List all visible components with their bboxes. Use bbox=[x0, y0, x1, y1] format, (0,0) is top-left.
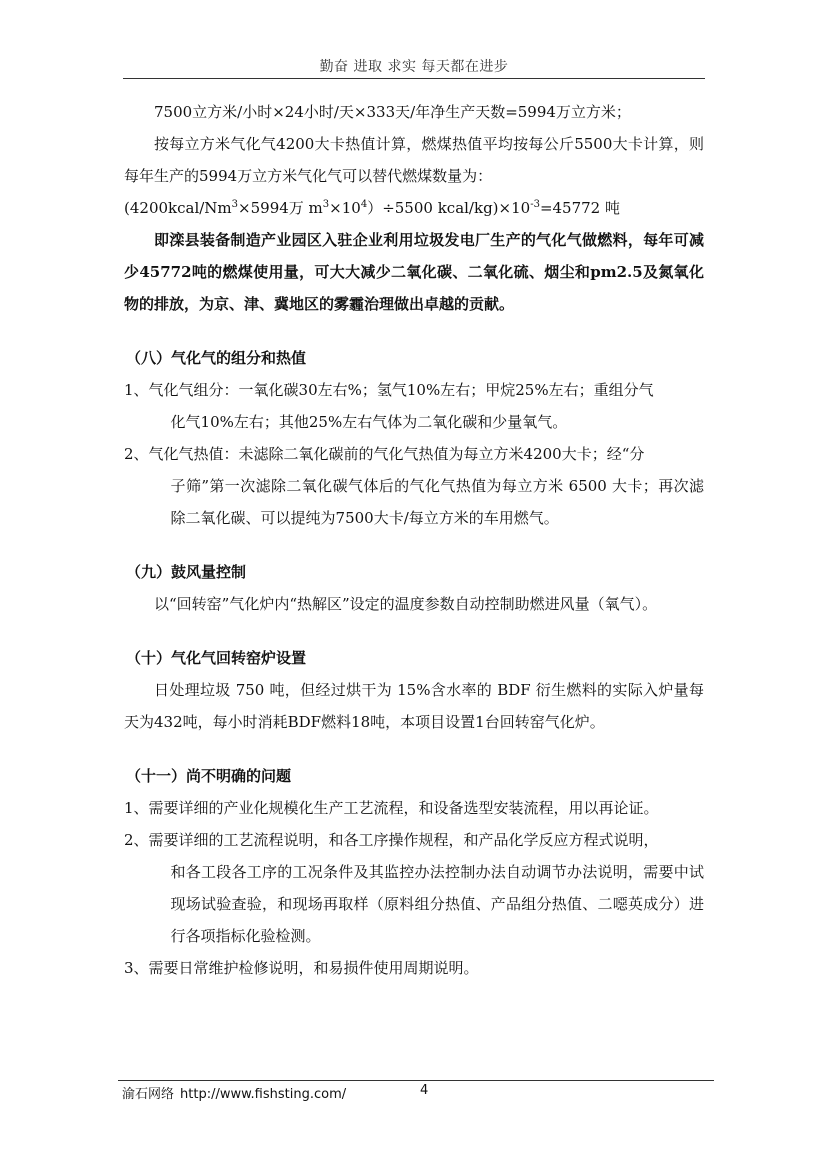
section-9-paragraph: 以“回转窑”气化炉内“热解区”设定的温度参数自动控制助燃进风量（氧气）。 bbox=[154, 595, 658, 613]
page-header-motto: 勤奋 进取 求实 每天都在进步 bbox=[319, 59, 509, 75]
list-continuation: 化气10%左右；其他25%左右气体为二氧化碳和少量氧气。 bbox=[170, 413, 568, 431]
list-number: 1、 bbox=[124, 799, 149, 817]
section-9-title: （九）鼓风量控制 bbox=[126, 563, 247, 581]
document-body bbox=[124, 96, 704, 984]
formula-line bbox=[124, 192, 704, 224]
list-text bbox=[149, 792, 704, 824]
formula-sup: 3 bbox=[322, 199, 330, 210]
section-10-title: （十）气化气回转窑炉设置 bbox=[126, 649, 307, 667]
footer bbox=[122, 1083, 346, 1102]
formula-sup: -3 bbox=[530, 199, 540, 210]
list-number: 2、 bbox=[124, 831, 149, 849]
header-divider bbox=[123, 78, 705, 79]
formula-part: ×5994万 m bbox=[238, 199, 323, 217]
formula-part: ×10 bbox=[329, 199, 361, 217]
list-first-line: 需要日常维护检修说明，和易损件使用周期说明。 bbox=[148, 959, 479, 977]
formula-part: ）÷5500 kcal/kg)×10 bbox=[367, 199, 531, 217]
formula-part: (4200kcal/Nm bbox=[124, 199, 232, 217]
section-10-paragraph: 日处理垃圾 750 吨，但经过烘干为 15%含水率的 BDF 衍生燃料的实际入炉量每天为432吨，每小时消耗BDF燃料18吨，本项目设置1台回转窑气化炉。 bbox=[124, 681, 704, 731]
list-number: 2、 bbox=[124, 445, 149, 463]
formula-part: =45772 吨 bbox=[539, 199, 620, 217]
list-first-line: 需要详细的产业化规模化生产工艺流程，和设备选型安装流程，用以再论证。 bbox=[148, 799, 659, 817]
list-first-line: 气化气热值：未滤除二氧化碳前的气化气热值为每立方米4200大卡；经“分 bbox=[148, 445, 645, 463]
list-number: 3、 bbox=[124, 959, 149, 977]
list-continuation: 和各工段各工序的工况条件及其监控办法控制办法自动调节办法说明，需要中试现场试验查验，和现场再取样（原料组分热值、产品组分热值、二噁英成分）进行各项指标化验检测。 bbox=[170, 863, 704, 945]
bold-conclusion: 即滦县装备制造产业园区入驻企业利用垃圾发电厂生产的气化气做燃料，每年可减少45772吨的燃煤使用量，可大大减少二氧化碳、二氧化硫、烟尘和pm2.5及氮氧化物的排放，为京、津、冀地区的雾霾治理做出卓越的贡献。 bbox=[124, 231, 704, 313]
list-text bbox=[149, 374, 704, 438]
list-item bbox=[124, 792, 704, 824]
list-first-line: 气化气组分：一氧化碳30左右%；氢气10%左右；甲烷25%左右；重组分气 bbox=[148, 381, 654, 399]
list-number: 1、 bbox=[124, 381, 149, 399]
formula-sup: 3 bbox=[231, 199, 239, 210]
list-item bbox=[124, 952, 704, 984]
footer-url-link[interactable]: http://www.fishsting.com/ bbox=[180, 1087, 347, 1102]
list-text bbox=[149, 438, 704, 534]
list-item bbox=[124, 374, 704, 438]
list-item bbox=[124, 438, 704, 534]
formula-sup: 4 bbox=[360, 199, 368, 210]
footer-company: 渝石网络 bbox=[122, 1087, 175, 1102]
section-8-title: （八）气化气的组分和热值 bbox=[126, 349, 307, 367]
calc-line: 7500立方米/小时×24小时/天×333天/年净生产天数=5994万立方米； bbox=[154, 103, 631, 121]
page-number: 4 bbox=[420, 1083, 429, 1098]
list-text bbox=[149, 824, 704, 952]
footer-divider bbox=[118, 1080, 714, 1081]
list-first-line: 需要详细的工艺流程说明，和各工序操作规程，和产品化学反应方程式说明， bbox=[148, 831, 659, 849]
list-text bbox=[149, 952, 704, 984]
list-item bbox=[124, 824, 704, 952]
paragraph-heat-value: 按每立方米气化气4200大卡热值计算，燃煤热值平均按每公斤5500大卡计算，则每年生产的5994万立方米气化气可以替代燃煤数量为： bbox=[124, 135, 704, 185]
section-11-title: （十一）尚不明确的问题 bbox=[126, 767, 292, 785]
list-continuation: 子筛”第一次滤除二氧化碳气体后的气化气热值为每立方米 6500 大卡；再次滤除二氧化碳、可以提纯为7500大卡/每立方米的车用燃气。 bbox=[170, 477, 704, 527]
